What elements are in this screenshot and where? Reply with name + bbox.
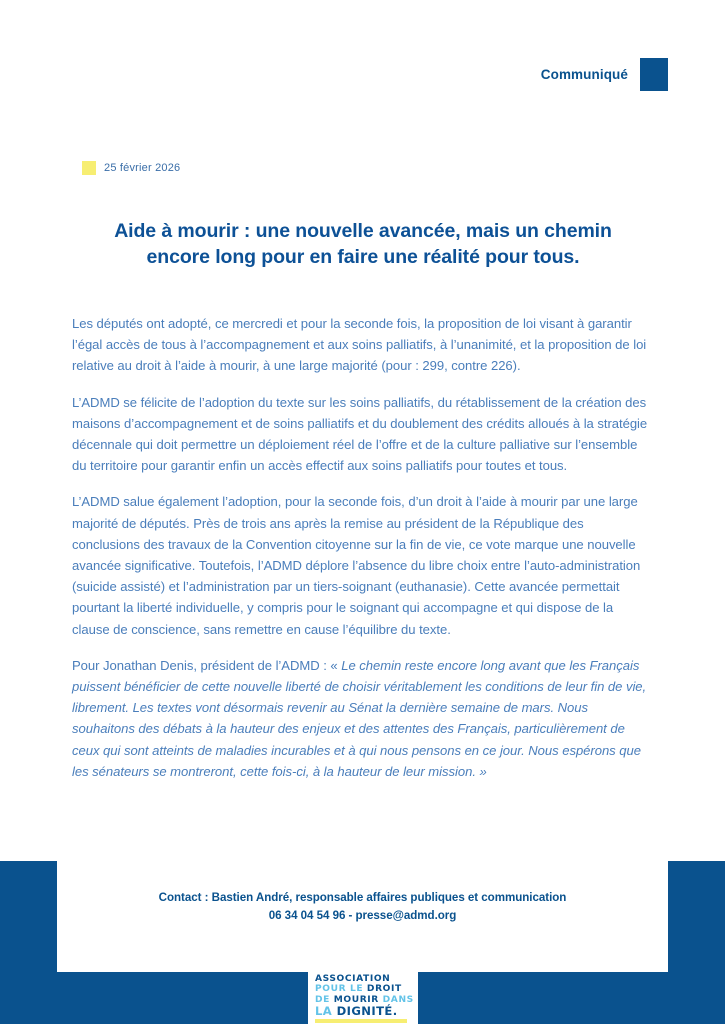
publication-date bbox=[82, 161, 180, 175]
contact-block bbox=[57, 889, 668, 925]
article-body bbox=[72, 313, 650, 782]
logo-line-4b: DIGNITÉ. bbox=[336, 1004, 398, 1019]
logo-line-3b: MOURIR bbox=[333, 994, 383, 1005]
logo-line-4a: LA bbox=[315, 1004, 337, 1019]
footer-white-inset bbox=[57, 861, 668, 972]
paragraph-1: Les députés ont adopté, ce mercredi et pour la seconde fois, la proposition de loi visant à garantir l’égal accès de tous à l’accompagnement et aux soins palliatifs, à l’unanimité, et la proposition de loi relative au droit à l’aide à mourir, à une large majorité (pour : 299, contre 226). bbox=[72, 316, 647, 374]
contact-line-2: 06 34 04 54 96 - presse@admd.org bbox=[268, 908, 457, 922]
logo-yellow-underline bbox=[315, 1019, 407, 1023]
logo-line-3c: DANS bbox=[382, 994, 414, 1005]
blue-square-decoration-icon bbox=[640, 58, 668, 91]
logo-line-1: ASSOCIATION bbox=[315, 974, 391, 984]
admd-logo bbox=[308, 968, 418, 1024]
admd-logo-text bbox=[315, 974, 414, 1023]
contact-line-1: Contact : Bastien André, responsable affaires publiques et communication bbox=[158, 891, 567, 904]
yellow-square-bullet-icon bbox=[82, 161, 96, 175]
paragraph-4 bbox=[72, 655, 650, 782]
logo-line-2 bbox=[315, 984, 411, 994]
date-text: 25 février 2026 bbox=[104, 161, 181, 174]
quote-attribution: Pour Jonathan Denis, président de l’ADMD : « bbox=[72, 657, 342, 673]
logo-line-2a: POUR LE bbox=[315, 984, 367, 995]
paragraph-2: L’ADMD se félicite de l’adoption du texte sur les soins palliatifs, du rétablissement de la création des maisons d’accompagnement et de soins palliatifs et du doublement des crédits alloués à la stratégie décennale qui doit permettre un déploiement réel de l’offre et de la culture palliative sur l’ensemble du territoire pour garantir enfin un accès effectif aux soins palliatifs pour toutes et tous. bbox=[72, 394, 648, 474]
document-header bbox=[541, 58, 668, 91]
logo-line-2b: DROIT bbox=[366, 984, 402, 995]
logo-line-4 bbox=[315, 1005, 411, 1018]
paragraph-3: L’ADMD salue également l’adoption, pour la seconde fois, d’un droit à l’aide à mourir par une large majorité de députés. Près de trois ans après la remise au président de la République des conclusions des travaux de la Convention citoyenne sur la fin de vie, ce vote marque une nouvelle avancée significative. Toutefois, l’ADMD déplore l’absence du libre choix entre l’auto-administration (suicide assisté) et l’administration par un tiers-soignant (euthanasie). Cette avancée permettait pourtant la liberté individuelle, y compris pour le soignant qui accompagne et qui dispose de la clause de conscience, sans remettre en cause l’équilibre du texte. bbox=[72, 494, 641, 637]
logo-line-3a: DE bbox=[315, 994, 334, 1005]
page-title: Aide à mourir : une nouvelle avancée, mais un chemin encore long pour en faire une réalité pour tous. bbox=[114, 220, 612, 269]
quote-text: Le chemin reste encore long avant que les Français puissent bénéficier de cette nouvelle liberté de choisir véritablement les conditions de leur fin de vie, librement. Les textes vont désormais revenir au Sénat la dernière semaine de mars. Nous souhaitons des débats à la hauteur des enjeux et des attentes des Français, particulièrement de ceux qui sont atteints de maladies incurables et à qui nous pensons en ce jour. Nous espérons que les sénateurs se montreront, cette fois-ci, à la hauteur de leur mission. » bbox=[72, 657, 647, 779]
communique-label: Communiqué bbox=[540, 66, 628, 82]
